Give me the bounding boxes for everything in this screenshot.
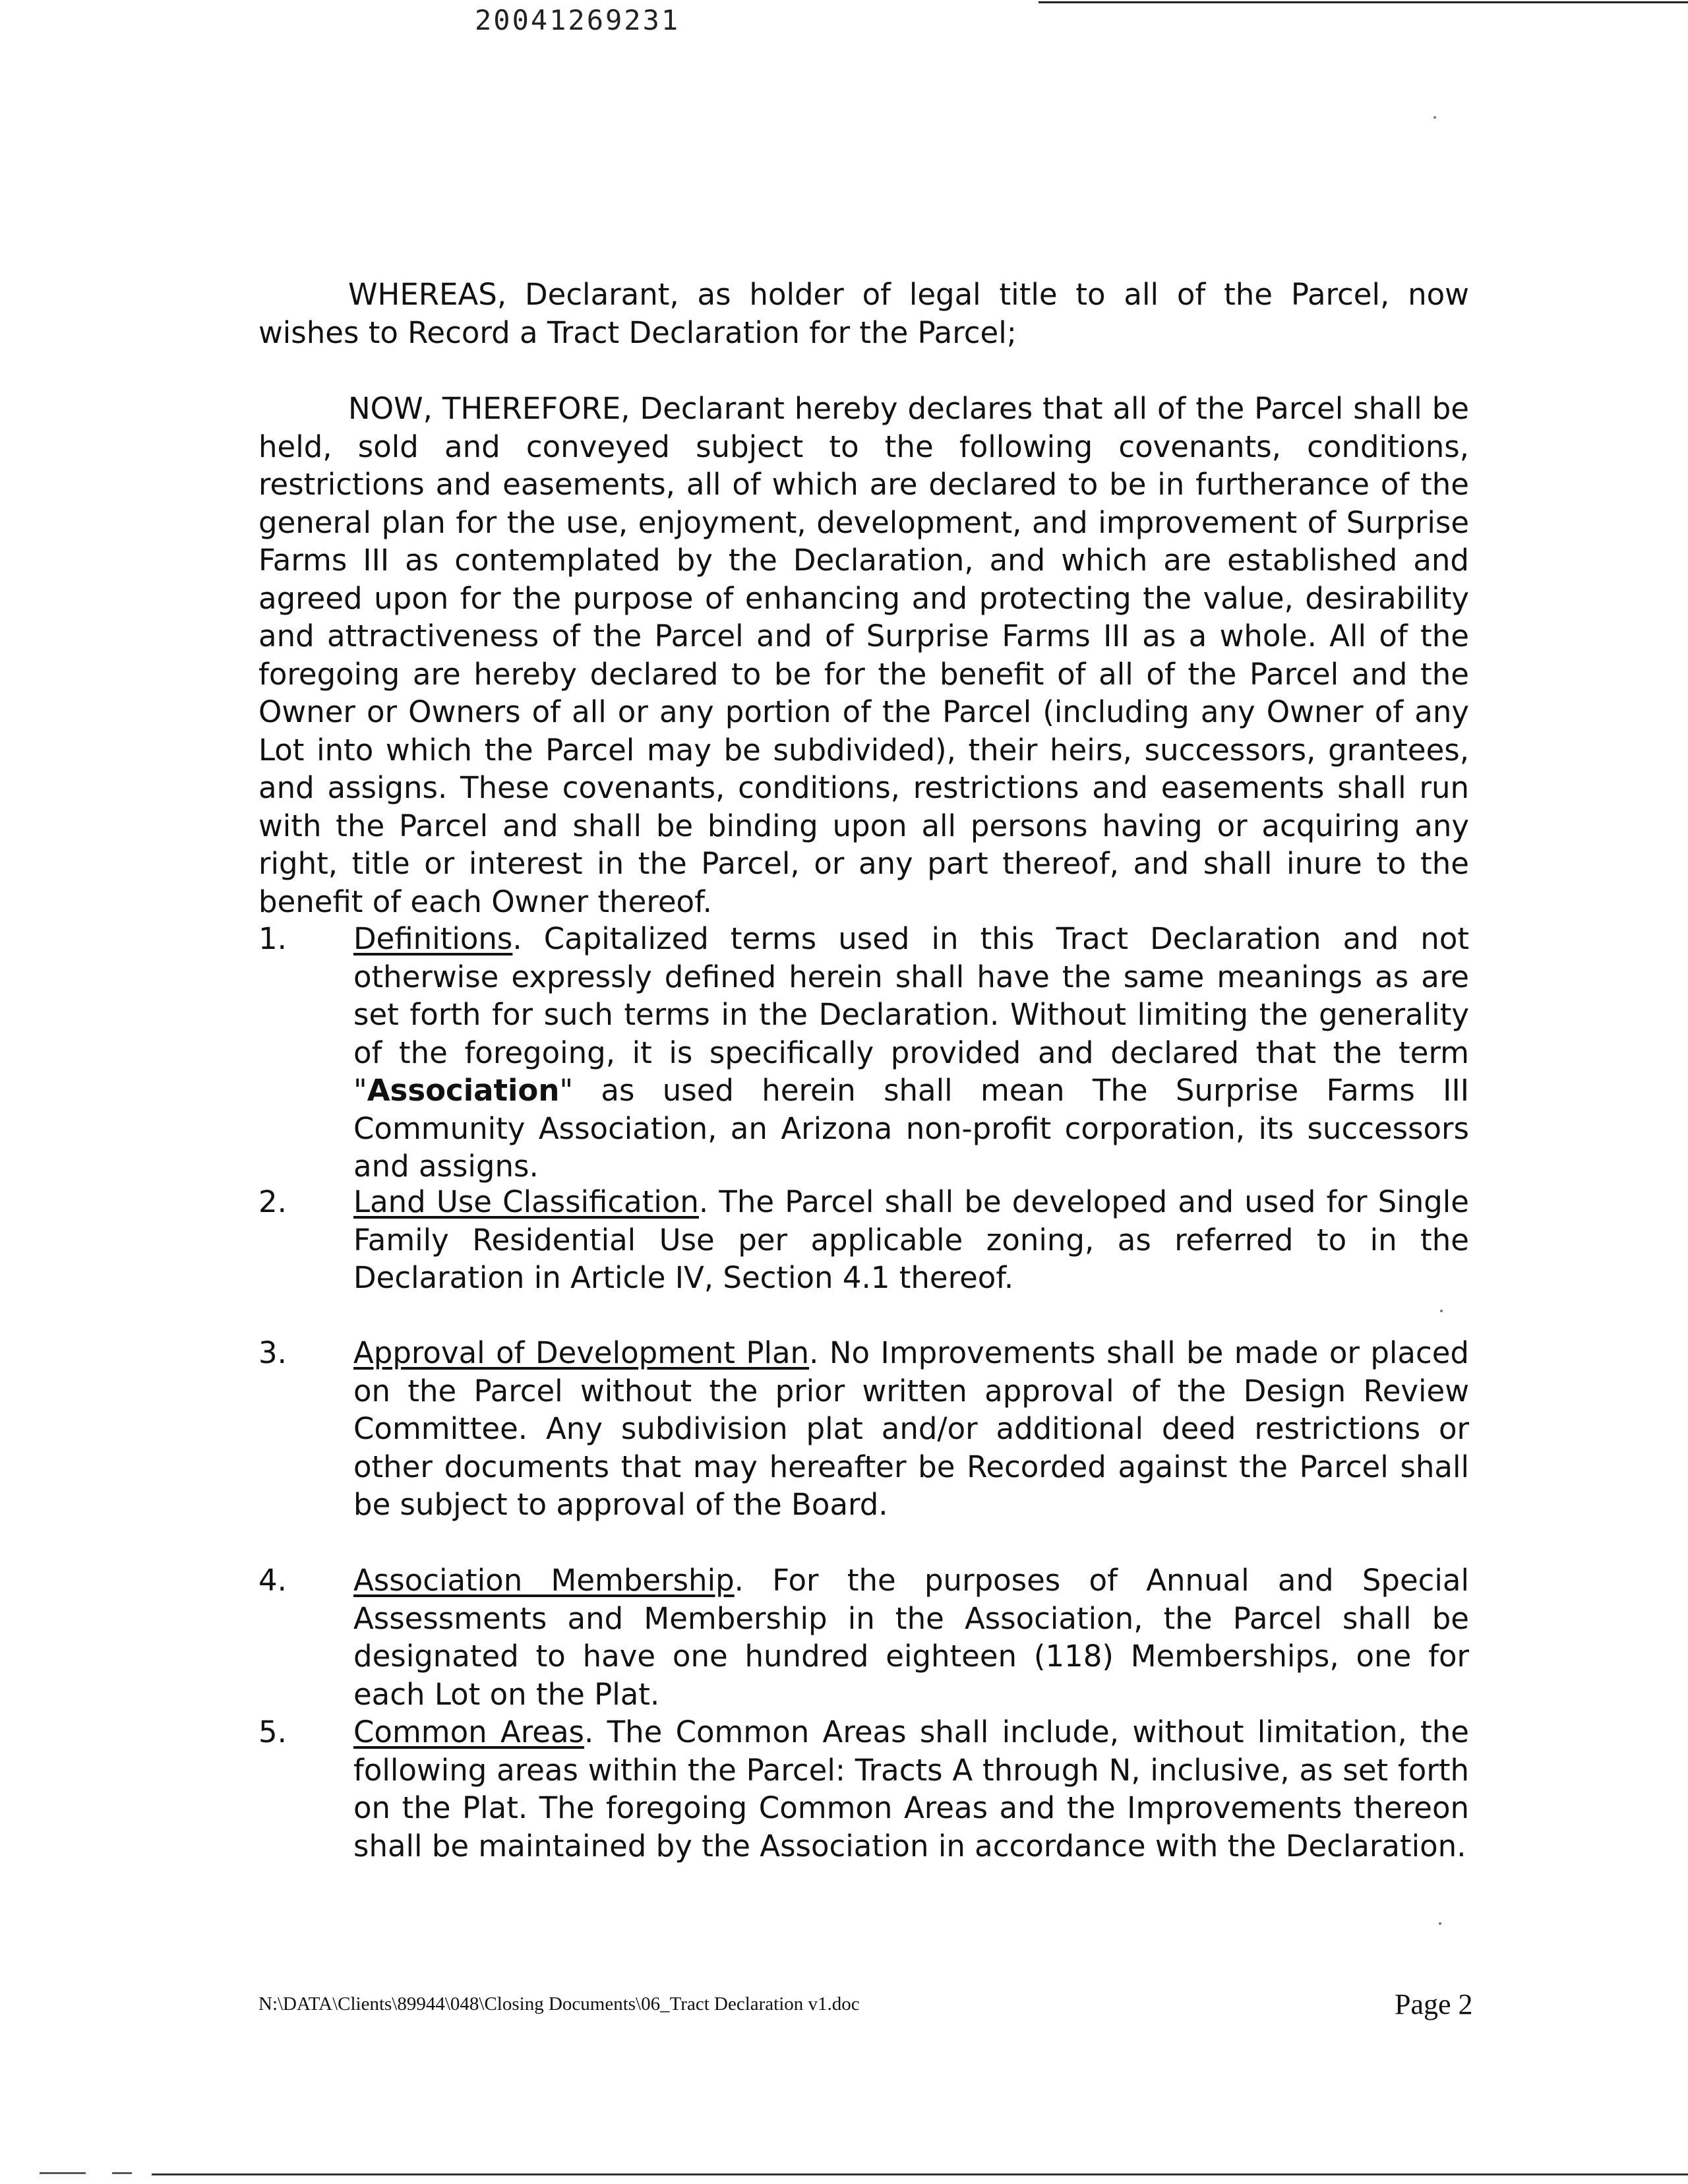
section-title: Association Membership <box>353 1563 735 1598</box>
section-body-end: " as used herein shall mean The Surprise Farms III Community Association, an Arizona non-profit corporation, its successors and assigns. <box>353 1073 1469 1184</box>
section-body: . The Common Areas shall include, without limitation, the following areas within the Parcel: Tracts A through N, inclusive, as set forth on the Plat. The foregoing Common Areas and the Improvements thereon shall be maintained by the Association in accordance with the Declaration. <box>353 1714 1469 1864</box>
page-number: Page 2 <box>1395 1988 1473 2020</box>
section-text <box>353 1334 1469 1524</box>
section-text <box>353 920 1469 1186</box>
whereas-paragraph: WHEREAS, Declarant, as holder of legal title to all of the Parcel, now wishes to Record a Tract Declaration for the Parcel; <box>258 277 1469 350</box>
section-title: Land Use Classification <box>353 1184 699 1219</box>
scan-edge-mark <box>40 2172 86 2174</box>
section-number: 4. <box>258 1563 287 1598</box>
scan-speck <box>1439 1922 1441 1925</box>
scan-speck <box>1440 1310 1443 1312</box>
section-body: . For the purposes of Annual and Special Assessments and Membership in the Association, the Parcel shall be designated to have one hundred eighteen (118) Memberships, one for each Lot on the Plat. <box>353 1563 1469 1712</box>
scan-speck <box>1433 116 1436 119</box>
section-body-start: . Capitalized terms used in this Tract Declaration and not otherwise expressly defined herein shall have the same meanings as are set forth for such terms in the Declaration. Without limiting the generality of the foregoing, it is specifically provided and declared that the term " <box>353 921 1469 1108</box>
top-rule <box>1039 1 1688 3</box>
section-number: 2. <box>258 1184 287 1219</box>
section-text <box>353 1713 1469 1865</box>
section-number: 1. <box>258 921 287 956</box>
recording-number: 20041269231 <box>475 4 680 36</box>
section-title: Approval of Development Plan <box>353 1335 810 1370</box>
section-text <box>353 1562 1469 1713</box>
scan-edge-mark <box>112 2172 132 2174</box>
now-therefore-paragraph: NOW, THEREFORE, Declarant hereby declares that all of the Parcel shall be held, sold and conveyed subject to the following covenants, conditions, restrictions and easements, all of which are declared to be in furtherance of the general plan for the use, enjoyment, development, and improvement of Surprise Farms III as contemplated by the Declaration, and which are established and agreed upon for the purpose of enhancing and protecting the value, desirability and attractiveness of the Parcel and of Surprise Farms III as a whole. All of the foregoing are hereby declared to be for the benefit of all of the Parcel and the Owner or Owners of all or any portion of the Parcel (including any Owner of any Lot into which the Parcel may be subdivided), their heirs, successors, grantees, and assigns. These covenants, conditions, restrictions and easements shall run with the Parcel and shall be binding upon all persons having or acquiring any right, title or interest in the Parcel, or any part thereof, and shall inure to the benefit of each Owner thereof. <box>258 391 1469 919</box>
section-text <box>353 1183 1469 1297</box>
section-title: Definitions <box>353 921 513 956</box>
section-body: . No Improvements shall be made or placed on the Parcel without the prior written approval of the Design Review Committee. Any subdivision plat and/or additional deed restrictions or other documents that may hereafter be Recorded against the Parcel shall be subject to approval of the Board. <box>353 1335 1469 1522</box>
section-number: 3. <box>258 1335 287 1370</box>
footer-file-path: N:\DATA\Clients\89944\048\Closing Documents\06_Tract Declaration v1.doc <box>258 1993 860 2015</box>
section-title: Common Areas <box>353 1714 584 1749</box>
bottom-rule <box>152 2173 1688 2175</box>
defined-term: Association <box>367 1073 560 1108</box>
section-body: . The Parcel shall be developed and used for Single Family Residential Use per applicable zoning, as referred to in the Declaration in Article IV, Section 4.1 thereof. <box>353 1184 1469 1295</box>
section-number: 5. <box>258 1714 287 1749</box>
